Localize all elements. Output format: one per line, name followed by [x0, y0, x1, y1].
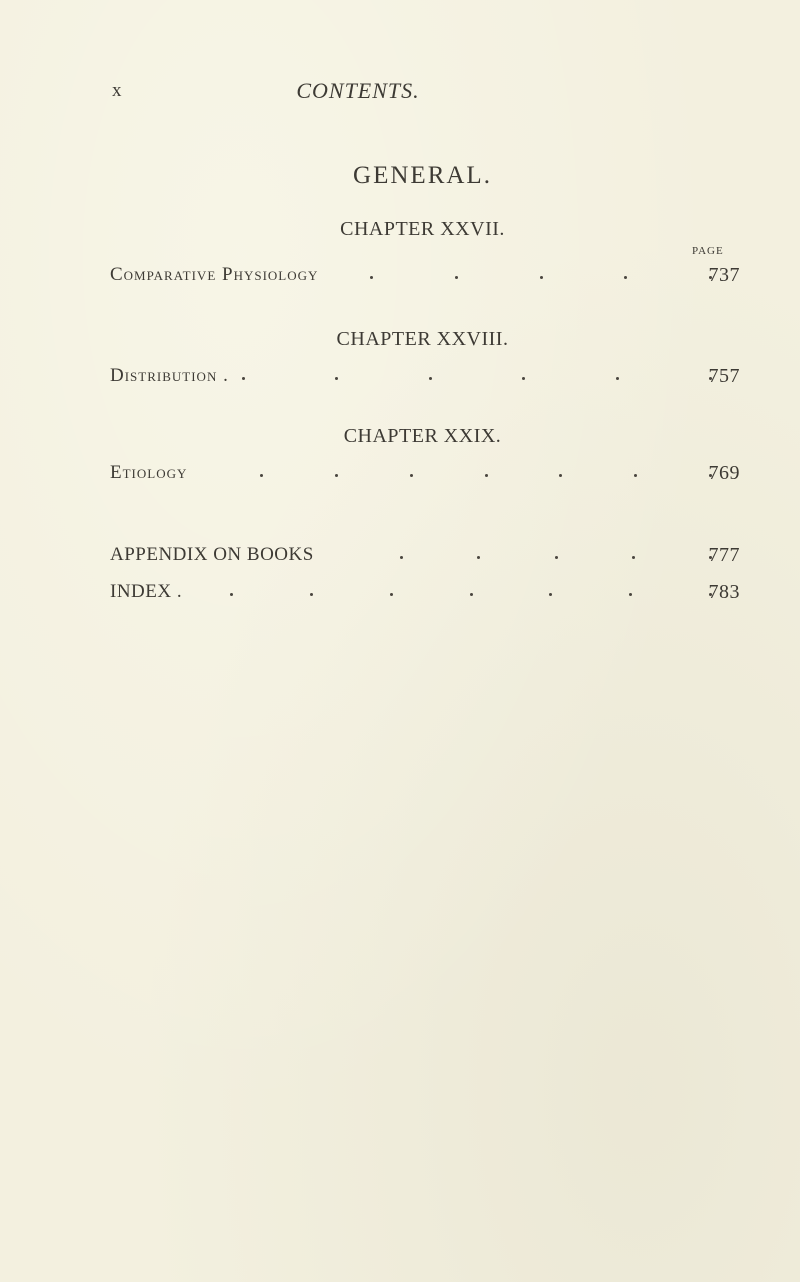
page-column-label: PAGE [692, 245, 724, 257]
leader-dot [390, 593, 393, 596]
page-number: x [112, 80, 123, 101]
entry-title: INDEX . [110, 581, 183, 602]
section-title: GENERAL. [353, 162, 492, 189]
toc-entry [110, 462, 740, 488]
leader-dot [310, 593, 313, 596]
leader-dots [230, 581, 712, 607]
leader-dot [540, 276, 543, 279]
chapter-heading: CHAPTER XXVII. [340, 218, 505, 240]
entry-page-number: 783 [708, 581, 740, 603]
entry-page-number: 777 [708, 544, 740, 566]
leader-dots [370, 264, 712, 290]
leader-dot [629, 593, 632, 596]
leader-dot [370, 276, 373, 279]
leader-dot [477, 556, 480, 559]
leader-dot [555, 556, 558, 559]
toc-entry [110, 544, 740, 570]
leader-dot [485, 474, 488, 477]
entry-title: Distribution . [110, 365, 229, 386]
leader-dot [335, 377, 338, 380]
leader-dot [230, 593, 233, 596]
leader-dot [429, 377, 432, 380]
chapter-heading: CHAPTER XXVIII. [336, 328, 509, 350]
leader-dot [242, 377, 245, 380]
toc-entry [110, 581, 740, 607]
chapter-heading: CHAPTER XXIX. [343, 425, 502, 447]
leader-dot [632, 556, 635, 559]
leader-dot [470, 593, 473, 596]
toc-entry [110, 264, 740, 290]
leader-dot [624, 276, 627, 279]
toc-entry [110, 365, 740, 391]
running-title: CONTENTS. [296, 78, 420, 103]
leader-dot [522, 377, 525, 380]
entry-title: Comparative Physiology [110, 264, 319, 285]
leader-dot [260, 474, 263, 477]
leader-dot [549, 593, 552, 596]
entry-title: Etiology [110, 462, 188, 483]
leader-dot [400, 556, 403, 559]
leader-dot [455, 276, 458, 279]
entry-title: APPENDIX ON BOOKS [110, 544, 314, 565]
entry-page-number: 769 [708, 462, 740, 484]
leader-dot [335, 474, 338, 477]
leader-dots [242, 365, 712, 391]
entry-page-number: 757 [708, 365, 740, 387]
leader-dot [410, 474, 413, 477]
entry-page-number: 737 [708, 264, 740, 286]
leader-dot [559, 474, 562, 477]
leader-dot [634, 474, 637, 477]
leader-dots [400, 544, 712, 570]
leader-dots [260, 462, 712, 488]
leader-dot [616, 377, 619, 380]
